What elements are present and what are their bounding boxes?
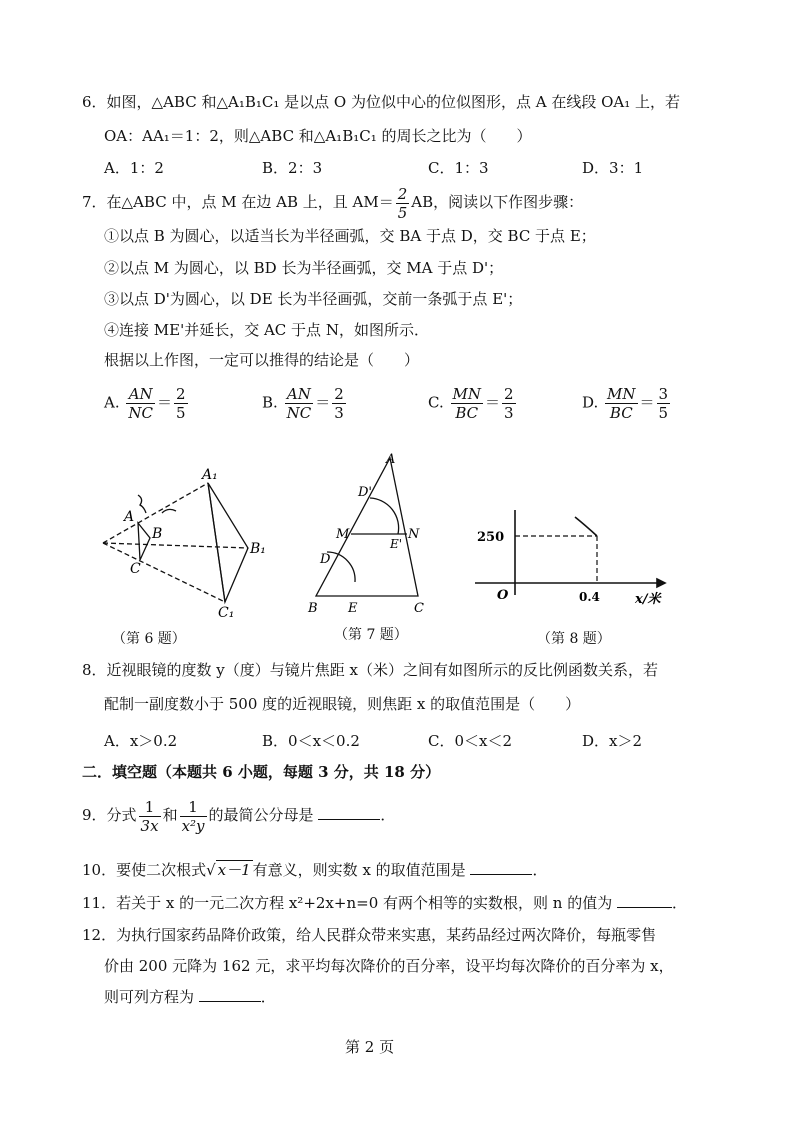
q9-f1-den: 3x	[140, 816, 159, 835]
fig8-x-axis-label: x/米	[635, 592, 661, 605]
q7-step3: ③以点 D'为圆心，以 DE 长为半径画弧，交前一条弧于点 E'；	[104, 290, 523, 308]
fig6-triangle-abc	[138, 523, 150, 560]
fig7-label-e1: E'	[390, 537, 403, 551]
q7-option-a-lhs	[126, 385, 155, 422]
q9-line: 9．分式 $\frac{1}{3x}$ 和 $\frac{1}{\text{x²y}}$ 的最简公分母是 ．	[82, 797, 396, 835]
q7-fraction	[396, 185, 410, 222]
fig7-label-n: N	[408, 527, 420, 542]
q12-line3: 则可列方程为 ．	[104, 988, 276, 1006]
fig8-x-arrow	[657, 579, 665, 587]
q7-option-a-rhs	[174, 385, 188, 422]
fig6-label-b1: B₁	[250, 541, 266, 557]
q9-f2-den: x²y	[181, 816, 205, 835]
q10-sqrt: √ x－1	[206, 861, 251, 879]
q7-option-d-lhs	[605, 385, 637, 422]
q7-option-c-lhs	[451, 385, 483, 422]
q7-option-b-rhs	[332, 385, 346, 422]
q7-d-eq: 3	[658, 385, 669, 403]
q7-option-d-label: D.	[582, 393, 599, 412]
q7-a-den: NC	[128, 404, 153, 422]
q12-answer-blank[interactable]	[199, 987, 261, 1002]
q8-option-c: C．0＜x＜2	[428, 732, 513, 750]
fig7-triangle-abc	[316, 458, 418, 596]
q7-option-b-label: B.	[262, 393, 278, 412]
fig6-caption: （第 6 题）	[112, 631, 186, 647]
q9-answer-blank[interactable]	[318, 805, 380, 820]
fig7-label-b: B	[308, 601, 318, 616]
fig8-caption: （第 8 题）	[537, 631, 611, 647]
q12-line2: 价由 200 元降为 162 元，求平均每次降价的百分率，设平均每次降价的百分率为 x，	[104, 957, 674, 975]
q7-c-den: BC	[455, 404, 479, 422]
q9-f1-num: 1	[139, 798, 161, 817]
q7-line1	[82, 183, 583, 222]
q7-option-c-label: C.	[428, 393, 444, 412]
q7-frac-den: 5	[397, 203, 408, 222]
q11-line: 11．若关于 x 的一元二次方程 x²+2x+n=0 有两个相等的实数根，则 n 的值为 ．	[82, 894, 687, 912]
fig8-curve	[575, 517, 597, 536]
q7-step4: ④连接 ME'并延长，交 AC 于点 N，如图所示．	[104, 321, 429, 339]
q9-post: 的最简公分母是	[208, 806, 314, 824]
fig6-ray-oc1	[103, 543, 225, 602]
q10-radicand: x－1	[217, 861, 251, 879]
q7-a-eqden: 5	[176, 404, 186, 422]
q9-pre: 9．分式	[82, 806, 137, 824]
fig8-y-value: 250	[477, 530, 505, 545]
q8-line2: 配制一副度数小于 500 度的近视眼镜，则焦距 x 的取值范围是（ ）	[104, 695, 581, 713]
q10-pre: 10．要使二次根式	[82, 861, 207, 879]
fig6-edge-a1c1	[208, 483, 225, 602]
fig6-label-a1: A₁	[202, 467, 218, 483]
fig6-label-b: B	[152, 526, 163, 542]
q7-c-eqden: 3	[504, 404, 514, 422]
q10-line: 10．要使二次根式√ x－1 有意义，则实数 x 的取值范围是 ．	[82, 861, 548, 879]
q8-option-d: D．x＞2	[582, 732, 643, 750]
q9-f2-num: 1	[180, 798, 207, 817]
q7-option-d: D. $\frac{MN}{BC}$ ＝ $\frac{3}{5}$	[582, 385, 669, 422]
figure-7	[300, 448, 440, 618]
fig6-label-c: C	[130, 561, 141, 577]
page-number: 第 2 页	[345, 1038, 395, 1056]
q8-option-b: B．0＜x＜0.2	[262, 732, 360, 750]
q7-b-den: NC	[286, 404, 312, 422]
fig7-label-m: M	[336, 527, 350, 542]
q12-line1: 12．为执行国家药品降价政策，给人民群众带来实惠，某药品经过两次降价，每瓶零售	[82, 926, 657, 944]
fig8-x-value: 0.4	[579, 590, 600, 604]
q10-post: 有意义，则实数 x 的取值范围是	[252, 861, 466, 879]
q10-answer-blank[interactable]	[470, 860, 532, 875]
figure-8	[475, 505, 675, 605]
q7-d-den: BC	[609, 404, 633, 422]
q7-option-a-label: A.	[104, 393, 120, 412]
q7-line1-post: AB，阅读以下作图步骤：	[411, 193, 584, 211]
q9-fraction-2	[180, 798, 207, 835]
fig7-label-d: D	[320, 552, 331, 567]
q7-b-num: AN	[285, 385, 314, 404]
fig7-label-c: C	[414, 601, 424, 616]
q7-option-d-rhs	[657, 385, 671, 422]
q9-mid: 和	[162, 806, 178, 824]
q6-option-c: C．1：3	[428, 159, 489, 177]
q6-option-a: A．1：2	[104, 159, 164, 177]
q7-d-num: MN	[607, 385, 636, 403]
q7-option-c: C. $\frac{MN}{BC}$ ＝ $\frac{2}{3}$	[428, 385, 514, 422]
fig7-label-e: E	[348, 601, 358, 616]
fig6-triangle-a1b1c1	[208, 483, 248, 602]
q6-option-d: D．3：1	[582, 159, 644, 177]
fig6-ray-ob1	[103, 543, 248, 548]
q7-b-eq: 2	[334, 385, 344, 403]
q7-a-eq: 2	[176, 385, 186, 403]
q6-line2: OA：AA₁＝1：2，则△ABC 和△A₁B₁C₁ 的周长之比为（ ）	[104, 127, 532, 145]
q11-text: 11．若关于 x 的一元二次方程 x²+2x+n=0 有两个相等的实数根，则 n 的值为	[82, 894, 613, 912]
q8-option-a: A．x＞0.2	[104, 732, 178, 750]
q7-option-b-lhs	[285, 385, 314, 422]
fig7-caption: （第 7 题）	[334, 627, 408, 643]
q9-fraction-1	[139, 798, 161, 835]
q7-step2: ②以点 M 为圆心，以 BD 长为半径画弧，交 MA 于点 D'；	[104, 259, 504, 277]
q7-c-num: MN	[452, 385, 481, 403]
q7-option-c-rhs	[502, 385, 516, 422]
q11-answer-blank[interactable]	[617, 893, 672, 908]
fig6-scribble-2	[138, 495, 146, 513]
fig7-label-a: A	[386, 452, 396, 467]
q7-a-num: AN	[126, 385, 155, 404]
q7-b-eqden: 3	[334, 404, 344, 422]
q7-step1: ①以点 B 为圆心，以适当长为半径画弧，交 BA 于点 D，交 BC 于点 E；	[104, 227, 596, 245]
q6-line1: 6．如图，△ABC 和△A₁B₁C₁ 是以点 O 为位似中心的位似图形，点 A 在线段 OA₁ 上，若	[82, 93, 681, 111]
q7-option-a: A. $\frac{AN}{NC}$ ＝ $\frac{2}{5}$	[104, 385, 186, 422]
fig6-scribble	[162, 509, 176, 513]
fig6-label-a: A	[124, 509, 135, 525]
q7-option-b: B. $\frac{AN}{NC}$ ＝ $\frac{2}{3}$	[262, 385, 344, 422]
q7-c-eq: 2	[504, 385, 514, 403]
q7-question: 根据以上作图，一定可以推得的结论是（ ）	[104, 351, 420, 369]
figure-6	[100, 465, 275, 625]
section2-title: 二．填空题（本题共 6 小题，每题 3 分，共 18 分）	[82, 763, 441, 781]
q6-option-b: B．2：3	[262, 159, 323, 177]
fig7-arc-d1e1	[370, 498, 399, 534]
q7-line1-pre: 7．在△ABC 中，点 M 在边 AB 上，且 AM＝	[82, 193, 394, 211]
q12-line3-text: 则可列方程为	[104, 988, 195, 1006]
q7-d-eqden: 5	[658, 404, 669, 422]
fig8-origin: O	[497, 588, 509, 603]
fig7-label-d1: D'	[358, 485, 372, 500]
q7-frac-num: 2	[397, 184, 408, 203]
fig6-label-c1: C₁	[218, 605, 235, 621]
q8-line1: 8．近视眼镜的度数 y（度）与镜片焦距 x（米）之间有如图所示的反比例函数关系，若	[82, 661, 659, 679]
